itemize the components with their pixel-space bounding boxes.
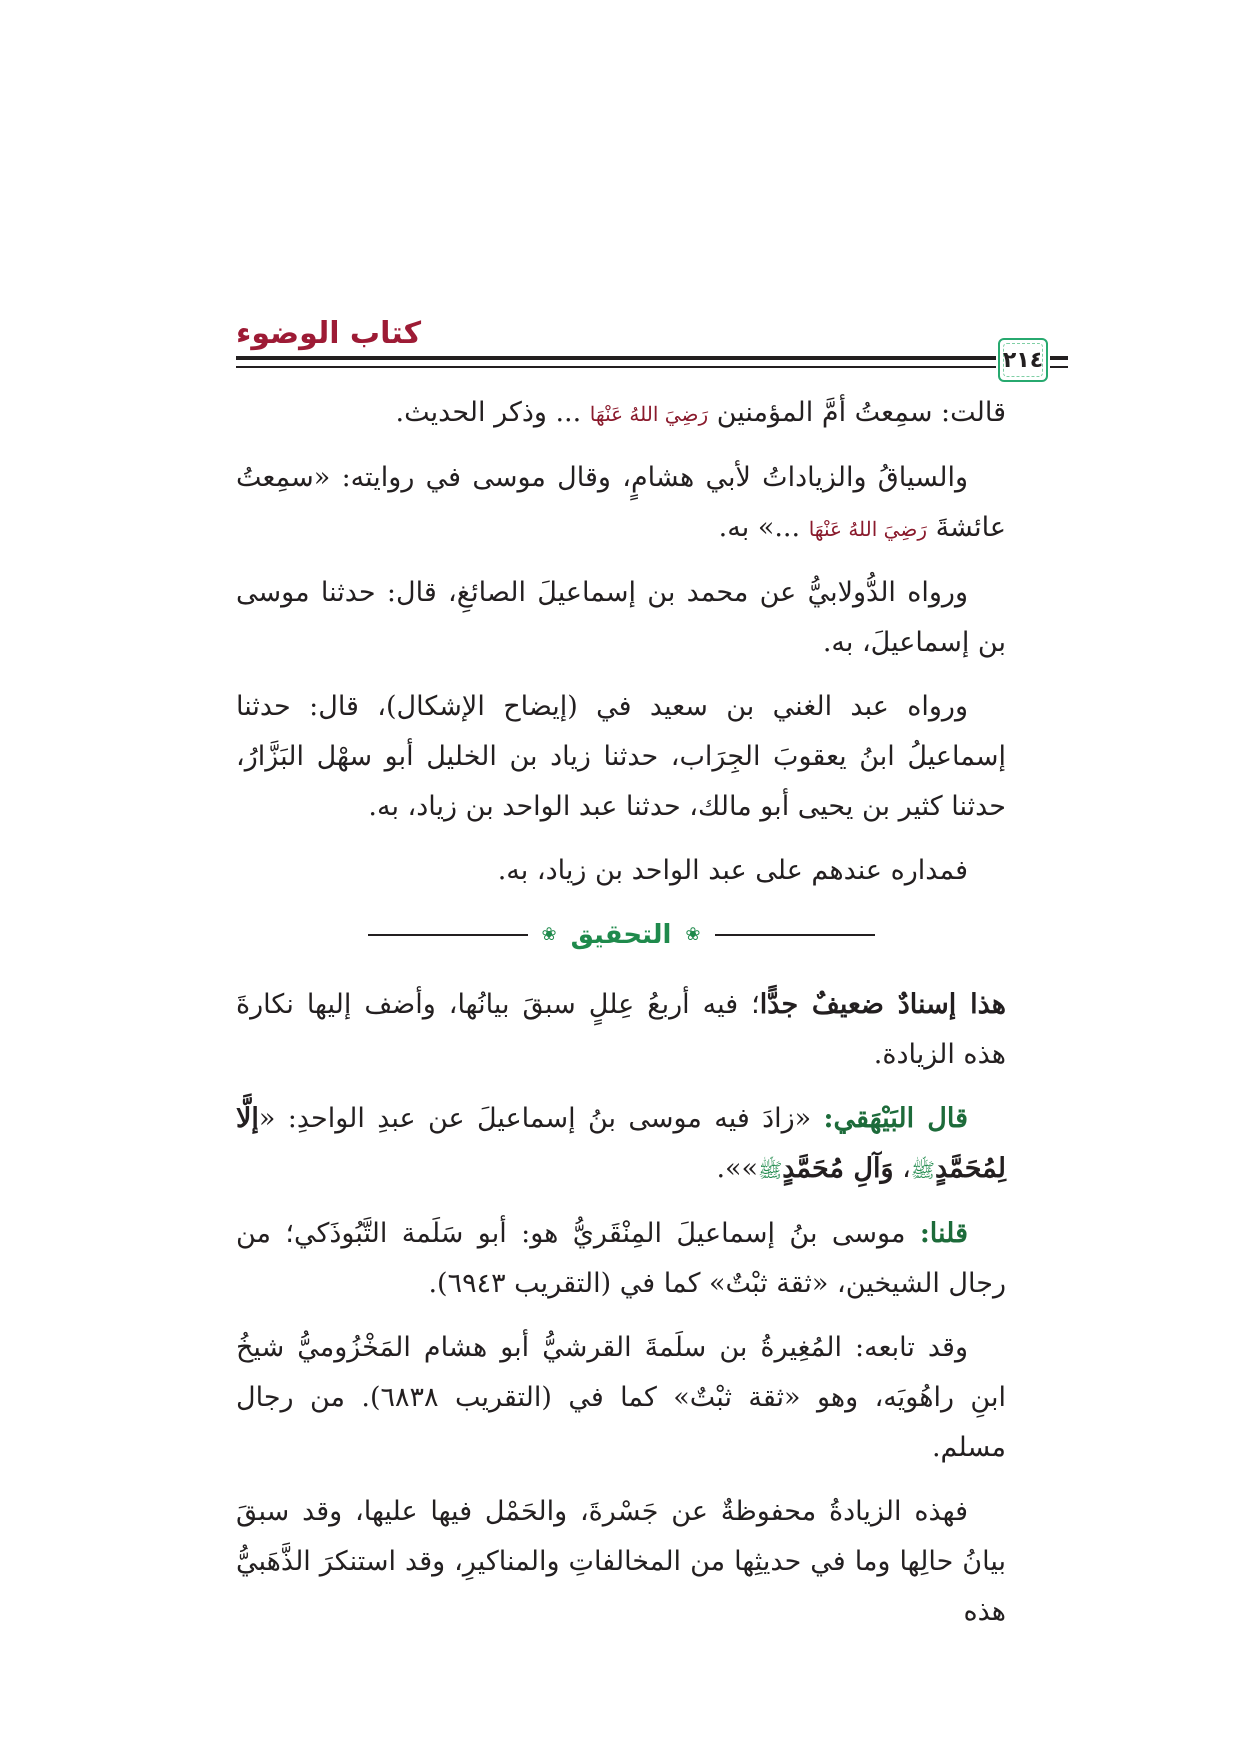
text: موسى بنُ إسماعيلَ المِنْقَريُّ هو: أبو سَلَمة التَّبُوذَكي؛ من رجال الشيخين، «ثقة ثبْتٌ» كما في (التقريب ٦٩٤٣). xyxy=(236,1218,1006,1299)
text: والسياقُ والزياداتُ لأبي هشامٍ، وقال موسى في روايته: «سمِعتُ عائشةَ xyxy=(236,462,1006,543)
divider-line xyxy=(715,934,875,936)
paragraph-4: ورواه عبد الغني بن سعيد في (إيضاح الإشكال)، قال: حدثنا إسماعيلُ ابنُ يعقوبَ الجِرَاب، حدثنا زياد بن الخليل أبو سهْل البَزَّارُ، حدثنا كثير بن يحيى أبو مالك، حدثنا عبد الواحد بن زياد، به. xyxy=(236,691,1006,822)
header-rule-right xyxy=(1050,356,1068,360)
quote-bold: إلَّا لِمُحَمَّدٍ xyxy=(236,1103,1006,1184)
paragraph-6 xyxy=(236,980,1006,1080)
keyword-label: قال البَيْهَقي: xyxy=(823,1103,968,1134)
keyword-label: قلنا: xyxy=(919,1218,968,1249)
ornament-icon: ❀ xyxy=(541,924,557,945)
quote-bold: وَآلِ مُحَمَّدٍ xyxy=(782,1153,894,1184)
divider-line xyxy=(368,934,528,936)
text: ... وذكر الحديث. xyxy=(395,397,590,428)
paragraph-8 xyxy=(236,1209,1006,1309)
paragraph-9: وقد تابعه: المُغِيرةُ بن سلَمةَ القرشيُّ أبو هشام المَخْزُوميُّ شيخُ ابنِ راهُويَه، وهو «ثقة ثبْتٌ» كما في (التقريب ٦٨٣٨). من رجال مسلم. xyxy=(236,1332,1006,1463)
text: «زادَ فيه موسى بنُ إسماعيلَ عن عبدِ الواحدِ: « xyxy=(258,1103,824,1134)
book-title: كتاب الوضوء xyxy=(236,316,422,351)
header-rule-right-thin xyxy=(1050,366,1068,368)
paragraph-1 xyxy=(236,388,1006,439)
header-rule xyxy=(236,356,996,360)
text: ، xyxy=(893,1153,911,1184)
section-title: التحقيق xyxy=(570,920,672,950)
paragraph-10: فهذه الزيادةُ محفوظةٌ عن جَسْرةَ، والحَمْل فيها عليها، وقد سبقَ بيانُ حالِها وما في حديثِها من المخالفاتِ والمناكيرِ، وقد استنكرَ الذَّهَبيُّ هذه xyxy=(236,1496,1006,1627)
text: ؛ فيه أربعُ عِللٍ سبقَ بيانُها، وأضف إليها نكارةَ هذه الزيادة. xyxy=(236,989,1006,1070)
text: »». xyxy=(716,1153,759,1184)
page-body xyxy=(236,388,1006,1651)
honorific-symbol: رَضِيَ اللهُ عَنْهَا xyxy=(808,517,927,541)
paragraph-5: فمداره عندهم على عبد الواحد بن زياد، به. xyxy=(497,855,968,886)
ornament-icon: ❀ xyxy=(685,924,701,945)
honorific-symbol: ﷺ xyxy=(758,1158,783,1182)
verdict: هذا إسنادٌ ضعيفٌ جدًّا xyxy=(759,989,1007,1020)
paragraph-7 xyxy=(236,1094,1006,1195)
text: قالت: سمِعتُ أمَّ المؤمنين xyxy=(708,397,1006,428)
text: ...» به. xyxy=(718,512,809,543)
honorific-symbol: رَضِيَ اللهُ عَنْهَا xyxy=(589,402,709,426)
section-divider xyxy=(236,910,1006,960)
header-rule-thin xyxy=(236,366,996,368)
page-number-badge xyxy=(998,338,1048,382)
page-number: ٢١٤ xyxy=(1002,347,1044,373)
paragraph-3: ورواه الدُّولابيُّ عن محمد بن إسماعيلَ الصائغِ، قال: حدثنا موسى بن إسماعيلَ، به. xyxy=(236,577,1006,658)
paragraph-2 xyxy=(236,453,1006,554)
honorific-symbol: ﷺ xyxy=(910,1158,935,1182)
